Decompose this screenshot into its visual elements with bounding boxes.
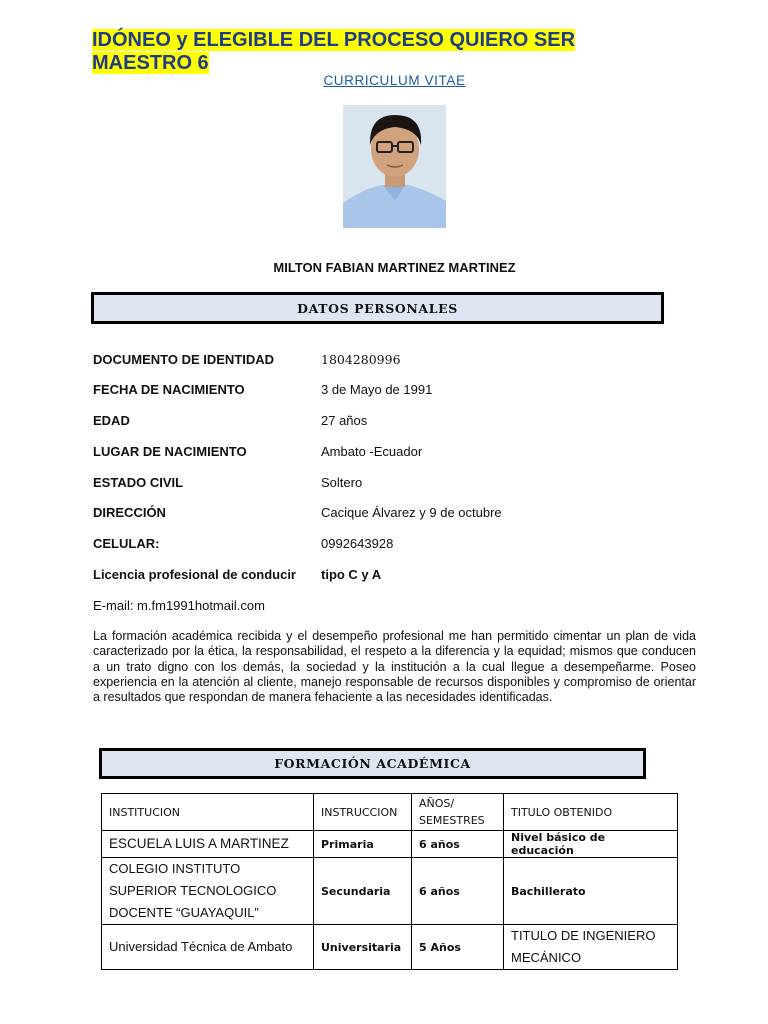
profile-paragraph: La formación académica recibida y el desempeño profesional me han permitido cimentar un plan de vida caracterizado por la ética, la responsabilidad, el respeto a la diferencia y la equidad; mismos que conducen a un trato digno con los demás, la sociedad y la institución a la cual llegue a desempeñarme. Poseo experiencia en la atención al cliente, manejo responsable de recursos disponibles y compromiso de orientar a resultados que respondan de manera fehaciente a las necesidades identificadas. [93, 629, 696, 705]
cell-institution: Universidad Técnica de Ambato [102, 925, 314, 970]
cell-title: Bachillerato [504, 858, 678, 925]
table-header-row [102, 794, 678, 831]
field-label: LUGAR DE NACIMIENTO [93, 444, 247, 459]
field-value: 3 de Mayo de 1991 [321, 382, 433, 397]
field-label: ESTADO CIVIL [93, 475, 184, 490]
curriculum-vitae-link[interactable]: CURRICULUM VITAE [323, 73, 466, 88]
cell-years: 5 Años [412, 925, 504, 970]
field-value: Soltero [321, 475, 363, 490]
table-row [102, 831, 678, 858]
cell-instruction: Secundaria [314, 858, 412, 925]
section-education [99, 748, 646, 779]
table-row [102, 925, 678, 970]
field-label: EDAD [93, 413, 130, 428]
field-value: 1804280996 [321, 352, 401, 367]
cell-institution: ESCUELA LUIS A MARTINEZ [102, 831, 314, 858]
cell-instruction: Primaria [314, 831, 412, 858]
education-table [101, 793, 678, 970]
section-title: FORMACIÓN ACADÉMICA [274, 756, 471, 771]
header-title: TITULO OBTENIDO [504, 794, 678, 831]
section-personal-data [91, 292, 664, 324]
headline-line-1: IDÓNEO y ELEGIBLE DEL PROCESO QUIERO SER [92, 29, 576, 51]
cell-title: Nivel básico de educación [504, 831, 678, 858]
field-label: FECHA DE NACIMIENTO [93, 382, 245, 397]
field-value: 27 años [321, 413, 368, 428]
field-label: DIRECCIÓN [93, 505, 166, 520]
field-label: CELULAR: [93, 536, 160, 551]
cell-institution: COLEGIO INSTITUTO SUPERIOR TECNOLOGICO DOCENTE “GUAYAQUIL” [102, 858, 314, 925]
email-line: E-mail: m.fm1991hotmail.com [93, 598, 265, 613]
table-row [102, 858, 678, 925]
field-value: Cacique Álvarez y 9 de octubre [321, 505, 502, 520]
headline-line-2: MAESTRO 6 [92, 52, 209, 74]
cell-title: TITULO DE INGENIERO MECÁNICO [504, 925, 678, 970]
field-label: DOCUMENTO DE IDENTIDAD [93, 352, 275, 367]
header-instruction: INSTRUCCION [314, 794, 412, 831]
header-years-line2: SEMESTRES [419, 814, 485, 827]
header-institution: INSTITUCION [102, 794, 314, 831]
cell-years: 6 años [412, 858, 504, 925]
field-value: 0992643928 [321, 536, 394, 551]
cell-years: 6 años [412, 831, 504, 858]
field-value: Ambato -Ecuador [321, 444, 423, 459]
candidate-name: MILTON FABIAN MARTINEZ MARTINEZ [273, 260, 516, 275]
header-years-line1: AÑOS/ [419, 797, 455, 810]
field-value: tipo C y A [321, 567, 382, 582]
header-years [412, 794, 504, 831]
section-title: DATOS PERSONALES [297, 300, 458, 316]
document-headline [92, 29, 575, 75]
profile-photo [343, 105, 446, 228]
field-label: Licencia profesional de conducir [93, 567, 296, 582]
cell-instruction: Universitaria [314, 925, 412, 970]
